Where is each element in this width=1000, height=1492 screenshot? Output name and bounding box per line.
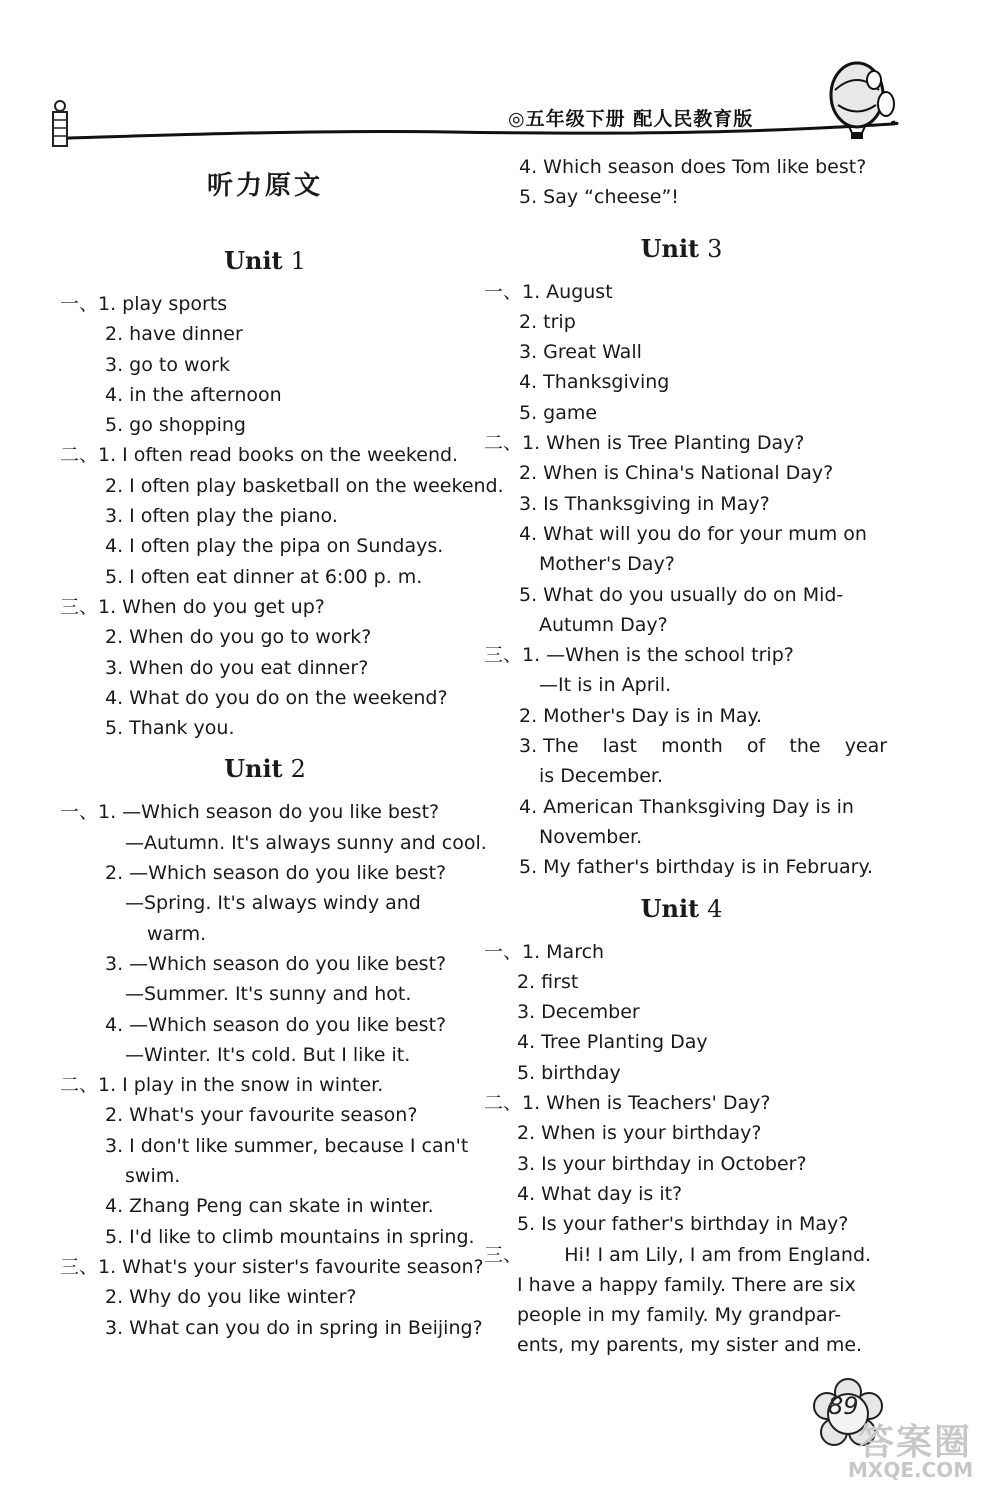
list-item: 4. I often play the pipa on Sundays. (105, 535, 444, 558)
list-item: 5. Thank you. (105, 717, 235, 740)
list-item: —Winter. It's cold. But I like it. (125, 1043, 411, 1066)
unit-word: Unit (224, 246, 283, 275)
header-decoration (0, 0, 1000, 160)
list-item: 三、1. When do you get up? (60, 595, 325, 618)
list-item: 2. Why do you like winter? (105, 1286, 357, 1309)
list-item: 4. Thanksgiving (519, 371, 670, 394)
list-item: 5. Is your father's birthday in May? (517, 1213, 849, 1236)
list-item: 2. When is your birthday? (517, 1122, 762, 1145)
list-item: 3. go to work (105, 353, 230, 376)
list-item: 5. My father's birthday is in February. (519, 856, 874, 879)
list-item: 5. I'd like to climb mountains in spring. (105, 1225, 475, 1248)
bookworm-icon (53, 101, 67, 146)
list-item: I have a happy family. There are six (517, 1273, 856, 1296)
page-header (0, 0, 1000, 160)
list-item: 4. Tree Planting Day (517, 1031, 708, 1054)
unit-number: 4 (707, 894, 723, 923)
list-item: 4. Which season does Tom like best? (519, 156, 867, 178)
list-item: 三、 Hi! I am Lily, I am from England. (484, 1243, 872, 1266)
list-item: 一、1. —Which season do you like best? (60, 801, 440, 824)
list-item: 3. The last month of the year (519, 735, 888, 758)
list-item: 2. I often play basketball on the weekend. (105, 474, 504, 497)
list-item: 5. Say “cheese”! (519, 186, 679, 209)
unit-number: 3 (707, 234, 723, 263)
list-item: 5. What do you usually do on Mid- (519, 583, 844, 606)
list-item: 2. What's your favourite season? (105, 1104, 418, 1127)
list-item: Autumn Day? (539, 613, 668, 636)
unit-word: Unit (640, 233, 700, 263)
list-item: —Spring. It's always windy and (125, 892, 421, 915)
list-item: 2. When is China's National Day? (519, 462, 834, 485)
list-item: —Summer. It's sunny and hot. (125, 983, 412, 1006)
list-item: 2. first (517, 970, 579, 993)
list-item: 二、1. I play in the snow in winter. (60, 1074, 384, 1097)
list-item: —Autumn. It's always sunny and cool. (125, 831, 487, 854)
list-item: 2. When do you go to work? (105, 626, 372, 649)
list-item: 4. What do you do on the weekend? (105, 686, 448, 709)
list-item: 2. trip (519, 310, 576, 333)
list-item: 4. Zhang Peng can skate in winter. (105, 1195, 434, 1218)
list-item: 4. in the afternoon (105, 383, 282, 406)
list-item: people in my family. My grandpar- (517, 1304, 842, 1327)
unit-number: 1 (290, 247, 306, 275)
list-item: 5. game (519, 401, 598, 424)
list-item: 3. What can you do in spring in Beijing? (105, 1316, 483, 1339)
list-item: 3. I don't like summer, because I can't (105, 1134, 469, 1157)
list-item: 三、1. What's your sister's favourite season? (60, 1255, 484, 1278)
list-item: 3. December (517, 1001, 640, 1024)
list-item: warm. (147, 922, 207, 945)
list-item: 3. Is Thanksgiving in May? (519, 492, 770, 515)
list-item: 5. birthday (517, 1061, 621, 1084)
list-item: 二、1. When is Teachers' Day? (484, 1092, 771, 1115)
list-item: 4. —Which season do you like best? (105, 1013, 447, 1036)
unit-3-heading (484, 227, 879, 271)
list-item: 一、1. August (484, 280, 613, 303)
list-item: is December. (539, 765, 664, 788)
list-item: 3. —Which season do you like best? (105, 952, 447, 975)
list-item: November. (539, 825, 643, 848)
right-column (484, 152, 888, 1361)
book-edition-label: ◎五年级下册 配人民教育版 (508, 108, 754, 130)
page-title: 听力原文 (206, 171, 323, 201)
list-item: 2. —Which season do you like best? (105, 862, 447, 885)
list-item: 3. When do you eat dinner? (105, 656, 369, 679)
unit-word: Unit (224, 754, 283, 784)
list-item: 4. What day is it? (517, 1182, 683, 1205)
list-item: 3. Is your birthday in October? (517, 1152, 807, 1175)
list-item: ents, my parents, my sister and me. (517, 1334, 863, 1357)
list-item: 3. Great Wall (519, 341, 642, 364)
unit-2-heading (60, 747, 470, 791)
watermark (840, 1410, 1000, 1490)
unit-word: Unit (640, 893, 700, 923)
list-item: 4. American Thanksgiving Day is in (519, 795, 854, 818)
list-item: 二、1. When is Tree Planting Day? (484, 432, 805, 455)
list-item: 5. I often eat dinner at 6:00 p. m. (105, 565, 423, 588)
list-item: 2. Mother's Day is in May. (519, 704, 763, 727)
list-item: 一、1. play sports (60, 293, 228, 315)
list-item: 二、1. I often read books on the weekend. (60, 444, 459, 467)
list-item: 4. What will you do for your mum on (519, 522, 867, 545)
unit-4-heading (484, 887, 879, 931)
watermark-url: MXQE.COM (848, 1458, 974, 1482)
list-item: —It is in April. (539, 674, 672, 697)
list-item: 2. have dinner (105, 323, 243, 346)
page-number: 89 (828, 1392, 859, 1420)
list-item: 一、1. March (484, 940, 605, 963)
watermark-logo-text: 答案圈 (858, 1422, 973, 1463)
list-item: swim. (125, 1165, 181, 1188)
list-item: Mother's Day? (539, 553, 675, 576)
list-item: 5. go shopping (105, 414, 246, 437)
list-item: 3. I often play the piano. (105, 505, 338, 528)
list-item: 三、1. —When is the school trip? (484, 644, 794, 667)
unit-1-heading (60, 239, 470, 283)
unit-number: 2 (290, 755, 306, 784)
left-column (60, 165, 504, 1343)
